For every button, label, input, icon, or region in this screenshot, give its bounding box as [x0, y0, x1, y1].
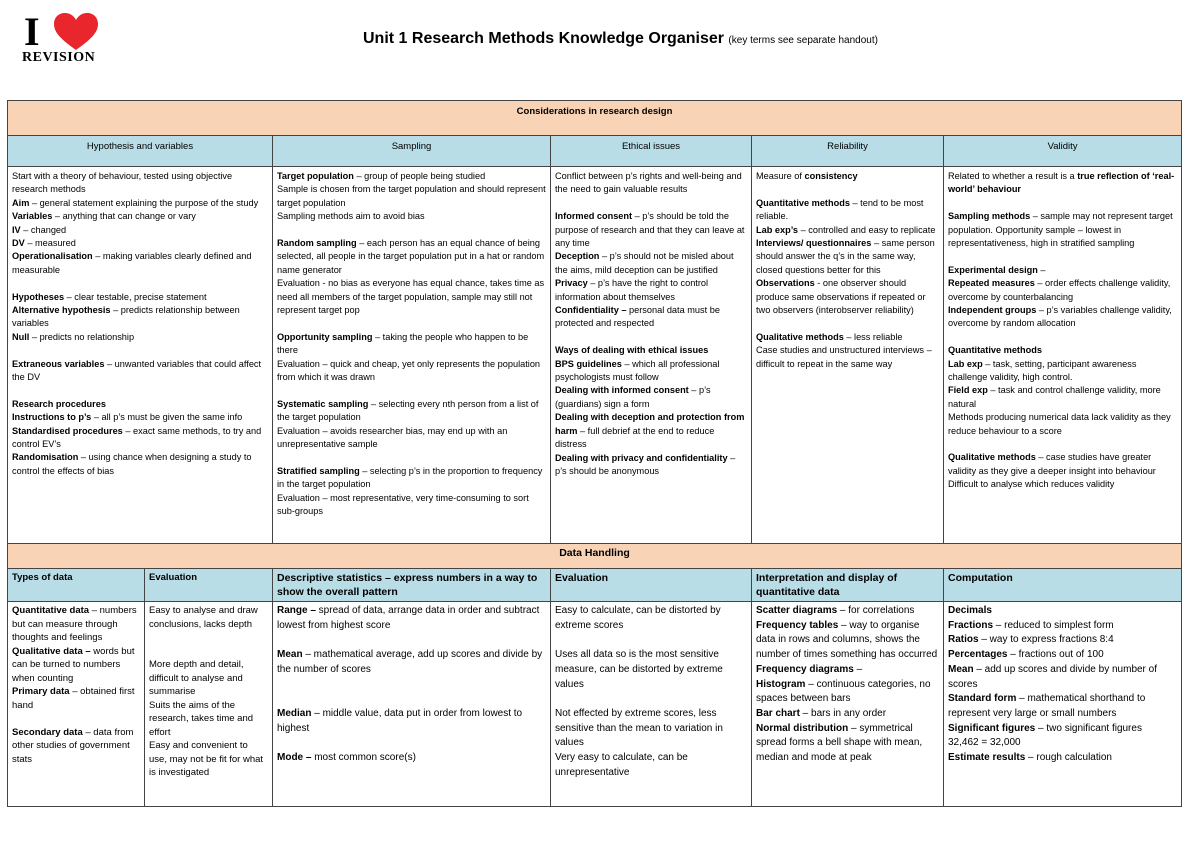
text-line: 32,462 = 32,000	[948, 737, 1021, 749]
term-estimate-results: Estimate results – rough calculation	[948, 752, 1112, 764]
ethics-cell	[551, 167, 752, 545]
column-interpretation: Interpretation and display of quantitative data	[752, 569, 944, 602]
term-sampling-methods: Sampling methods – sample may not represent target population. Opportunity sample – lowest in representativeness, high in stratified sampling	[948, 211, 1173, 249]
term-frequency-tables: Frequency tables – way to organise data in rows and columns, shows the number of times something has occurred	[756, 619, 938, 661]
term-quantitative-data: Quantitative data – numbers but can measure through thoughts and feelings	[12, 605, 137, 643]
term-percentages: Percentages – fractions out of 100	[948, 649, 1104, 661]
data-handling-table	[7, 543, 1182, 807]
term-confidentiality: Confidentiality – personal data must be protected and respected	[555, 305, 720, 329]
ethics-ways-heading: Ways of dealing with ethical issues	[555, 345, 709, 356]
column-descriptive-statistics: Descriptive statistics – express numbers in a way to show the overall pattern	[273, 569, 551, 602]
heart-icon	[52, 12, 100, 52]
term-deception: Deception – p’s should not be misled about the aims, mild deception can be justified	[555, 251, 734, 275]
term-mode: Mode – most common score(s)	[277, 751, 416, 763]
term-qualitative-data: Qualitative data – words but can be turned to numbers when counting	[12, 645, 135, 684]
term-lab-exps: Lab exp’s – controlled and easy to replicate	[756, 224, 936, 235]
column-reliability: Reliability	[752, 136, 944, 167]
term-bar-chart: Bar chart – bars in any order	[756, 707, 887, 719]
term-independent-groups: Independent groups – p’s variables challenge validity, overcome by random allocation	[948, 305, 1172, 329]
text-line: Case studies and unstructured interviews – difficult to repeat in the same way	[756, 345, 932, 369]
term-target-population: Target population – group of people being studied	[277, 171, 486, 181]
term-significant-figures: Significant figures – two significant figures	[948, 722, 1142, 734]
i-love-revision-logo	[22, 10, 102, 66]
quantitative-methods-heading: Quantitative methods	[948, 345, 1042, 356]
title-main: Unit 1 Research Methods Knowledge Organiser	[363, 30, 724, 47]
column-computation: Computation	[944, 569, 1182, 602]
reliability-cell	[752, 167, 944, 545]
term-variables: Variables – anything that can change or vary	[12, 211, 196, 222]
term-dealing-privacy: Dealing with privacy and confidentiality – p’s should be anonymous	[555, 452, 736, 476]
term-observations: Observations - one observer should produce same observations if repeated or two observers (interobserver reliability)	[756, 278, 926, 316]
hypothesis-cell	[8, 167, 273, 545]
term-hypotheses: Hypotheses – clear testable, precise statement	[12, 291, 207, 302]
term-interviews: Interviews/ questionnaires – same person should answer the q’s in the same way, closed questions better for this	[756, 238, 935, 275]
term-standardised-procedures: Standardised procedures – exact same methods, to try and control EV’s	[12, 425, 262, 450]
term-systematic-sampling: Systematic sampling – selecting every nth person from a list of the target population	[277, 398, 539, 423]
term-mean: Mean – mathematical average, add up scores and divide by the number of scores	[277, 649, 543, 675]
term-privacy: Privacy – p’s have the right to control information about themselves	[555, 278, 709, 302]
data-handling-heading: Data Handling	[8, 544, 1182, 569]
page-title	[363, 30, 878, 48]
term-median: Median – middle value, data put in order from lowest to highest	[277, 707, 523, 734]
term-stratified-sampling: Stratified sampling – selecting p’s in the proportion to frequency in the target population	[277, 465, 543, 490]
text-line: Measure of consistency	[756, 171, 858, 181]
column-evaluation-types: Evaluation	[145, 569, 273, 602]
logo-word: REVISION	[22, 50, 96, 65]
term-operationalisation: Operationalisation – making variables clearly defined and measurable	[12, 251, 252, 275]
term-decimals: Decimals	[948, 605, 992, 616]
term-qualitative-methods: Qualitative methods – case studies have greater validity as they give a deeper insight into behaviour	[948, 452, 1156, 476]
term-normal-distribution: Normal distribution – symmetrical spread forms a bell shape with mean, median and mode at peak	[756, 722, 923, 764]
column-validity: Validity	[944, 136, 1182, 167]
term-secondary-data: Secondary data – data from other studies of government stats	[12, 726, 134, 765]
term-extraneous-variables: Extraneous variables – unwanted variables that could affect the DV	[12, 358, 262, 383]
statistics-evaluation-cell	[551, 602, 752, 807]
term-dealing-consent: Dealing with informed consent – p’s (guardians) sign a form	[555, 385, 711, 409]
sampling-cell	[273, 167, 551, 545]
research-procedures-heading: Research procedures	[12, 398, 106, 409]
text-line: Methods producing numerical data lack validity as they reduce behaviour to a score	[948, 412, 1171, 436]
types-of-data-cell	[8, 602, 145, 807]
term-fractions: Fractions – reduced to simplest form	[948, 619, 1114, 631]
types-evaluation-cell	[145, 602, 273, 807]
text-line: Related to whether a result is a true reflection of ‘real-world’ behaviour	[948, 171, 1175, 195]
column-evaluation-stats: Evaluation	[551, 569, 752, 602]
evaluation-text: Very easy to calculate, can be unrepresentative	[555, 752, 688, 778]
term-primary-data: Primary data – obtained first hand	[12, 686, 135, 711]
evaluation-text: Suits the aims of the research, takes time and effort	[149, 699, 254, 738]
research-design-table	[7, 100, 1182, 545]
descriptive-statistics-cell	[273, 602, 551, 807]
term-histogram: Histogram – continuous categories, no spaces between bars	[756, 678, 931, 705]
evaluation-text: More depth and detail, difficult to analyse and summarise	[149, 659, 244, 697]
interpretation-cell	[752, 602, 944, 807]
term-frequency-diagrams: Frequency diagrams –	[756, 663, 863, 675]
text-line: Start with a theory of behaviour, tested using objective research methods	[12, 171, 233, 195]
evaluation-text: Evaluation – quick and cheap, yet only represents the population from which it was drawn	[277, 358, 541, 383]
text-line: Sample is chosen from the target population and should represent target population	[277, 184, 546, 208]
term-qualitative-methods: Qualitative methods – less reliable	[756, 331, 903, 342]
term-randomisation: Randomisation – using chance when designing a study to control the effects of bias	[12, 452, 252, 476]
term-standard-form: Standard form – mathematical shorthand to represent very large or small numbers	[948, 693, 1146, 719]
logo-letter: I	[24, 9, 40, 54]
text-line: Difficult to analyse which reduces validity	[948, 479, 1115, 490]
validity-cell	[944, 167, 1182, 545]
column-hypothesis: Hypothesis and variables	[8, 136, 273, 167]
term-informed-consent: Informed consent – p’s should be told the purpose of research and that they can leave at any time	[555, 211, 745, 249]
term-experimental-design: Experimental design –	[948, 264, 1046, 275]
term-bps-guidelines: BPS guidelines – which all professional psychologists must follow	[555, 358, 720, 383]
term-alternative-hypothesis: Alternative hypothesis – predicts relationship between variables	[12, 305, 240, 329]
term-iv: IV – changed	[12, 224, 67, 235]
term-opportunity-sampling: Opportunity sampling – taking the people who happen to be there	[277, 331, 529, 356]
term-repeated-measures: Repeated measures – order effects challenge validity, overcome by counterbalancing	[948, 278, 1171, 302]
evaluation-text: Easy to calculate, can be distorted by extreme scores	[555, 605, 721, 631]
term-dv: DV – measured	[12, 238, 76, 249]
term-ratios: Ratios – way to express fractions 8:4	[948, 634, 1114, 646]
evaluation-text: Evaluation – avoids researcher bias, may end up with an unrepresentative sample	[277, 425, 508, 450]
text-line: Sampling methods aim to avoid bias	[277, 211, 425, 222]
text-line: Conflict between p’s rights and well-being and the need to gain valuable results	[555, 171, 742, 195]
term-lab-exp: Lab exp – task, setting, participant awareness challenge validity, high control.	[948, 358, 1137, 383]
term-dealing-deception: Dealing with deception and protection from harm – full debrief at the end to reduce distress	[555, 412, 745, 450]
evaluation-text: Easy and convenient to use, may not be fit for what is investigated	[149, 740, 264, 778]
term-field-exp: Field exp – task and control challenge validity, more natural	[948, 385, 1161, 409]
evaluation-text: Uses all data so is the most sensitive measure, can be distorted by extreme values	[555, 649, 723, 690]
column-ethical-issues: Ethical issues	[551, 136, 752, 167]
term-mean: Mean – add up scores and divide by number of scores	[948, 663, 1158, 690]
research-design-heading: Considerations in research design	[8, 101, 1182, 136]
computation-cell	[944, 602, 1182, 807]
term-aim: Aim – general statement explaining the purpose of the study	[12, 197, 259, 208]
evaluation-text: Not effected by extreme scores, less sensitive than the mean to variation in values	[555, 707, 723, 749]
term-random-sampling: Random sampling – each person has an equal chance of being selected, all people in the target population put in a hat or random name generator	[277, 238, 545, 275]
term-quantitative-methods: Quantitative methods – tend to be most reliable.	[756, 197, 924, 222]
evaluation-text: Evaluation - no bias as everyone has equal chance, takes time as need all members of the target population, sample may still not represent target pop	[277, 278, 545, 316]
term-scatter-diagrams: Scatter diagrams – for correlations	[756, 605, 915, 616]
title-subtitle: (key terms see separate handout)	[728, 35, 878, 46]
term-null: Null – predicts no relationship	[12, 331, 135, 342]
column-sampling: Sampling	[273, 136, 551, 167]
term-range: Range – spread of data, arrange data in order and subtract lowest from highest score	[277, 605, 540, 631]
column-types-of-data: Types of data	[8, 569, 145, 602]
evaluation-text: Evaluation – most representative, very time-consuming to sort sub-groups	[277, 492, 529, 517]
evaluation-text: Easy to analyse and draw conclusions, lacks depth	[149, 605, 258, 630]
term-instructions: Instructions to p’s – all p’s must be given the same info	[12, 412, 243, 423]
